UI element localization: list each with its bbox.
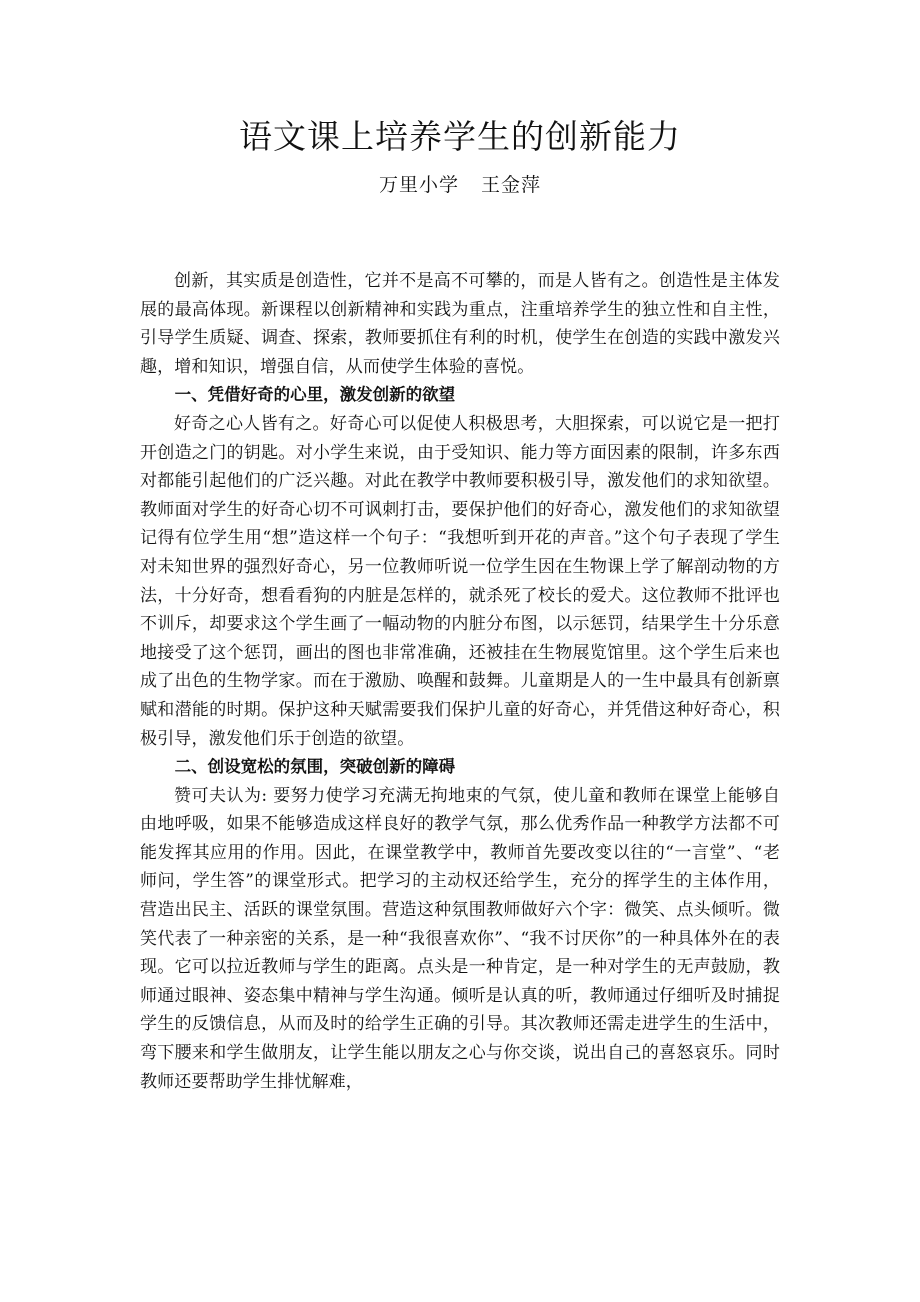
intro-paragraph: 创新，其实质是创造性，它并不是高不可攀的，而是人皆有之。创造性是主体发展的最高体现。新课程以创新精神和实践为重点，注重培养学生的独立性和自主性，引导学生质疑、调查、探索，教师要抓住有利的时机，使学生在创造的实践中激发兴趣，增和知识，增强自信，从而使学生体验的喜悦。 [140,271,780,377]
author-school: 万里小学 [378,174,459,196]
section-paragraph-2: 赞可夫认为: 要努力使学习充满无拘地束的气氛，使儿童和教师在课堂上能够自由地呼吸，如果不能够造成这样良好的教学气氛，那么优秀作品一种教学方法都不可能发挥其应用的作用。因此，在课堂教学中，教师首先要改变以往的“一言堂”、“老师问，学生答”的课堂形式。把学习的主动权还给学生，充分的挥学生的主体作用，营造出民主、活跃的课堂氛围。营造这种氛围教师做好六个字：微笑、点头倾听。微笑代表了一种亲密的关系，是一种“我很喜欢你”、“我不讨厌你”的一种具体外在的表现。它可以拉近教师与学生的距离。点头是一种肯定，是一种对学生的无声鼓励，教师通过眼神、姿态集中精神与学生沟通。倾听是认真的听，教师通过仔细听及时捕捉学生的反馈信息，从而及时的给学生正确的引导。其次教师还需走进学生的生活中，弯下腰来和学生做朋友，让学生能以朋友之心与你交谈，说出自己的喜怒哀乐。同时教师还要帮助学生排忧解难， [140,785,780,1092]
document-title: 语文课上培养学生的创新能力 [239,117,681,156]
section-heading-2: 二、创设宽松的氛围，突破创新的障碍 [174,757,456,777]
author-name: 王金萍 [481,174,542,196]
document-body [140,267,780,1096]
section-heading-1: 一、凭借好奇的心里，激发创新的欲望 [174,385,456,405]
section-paragraph-1: 好奇之心人皆有之。好奇心可以促使人积极思考，大胆探索，可以说它是一把打开创造之门的钥匙。对小学生来说，由于受知识、能力等方面因素的限制，许多东西对都能引起他们的广泛兴趣。对此在教学中教师要积极引导，激发他们的求知欲望。教师面对学生的好奇心切不可讽刺打击，要保护他们的好奇心，激发他们的求知欲望记得有位学生用“想”造这样一个句子：“我想听到开花的声音。”这个句子表现了学生对未知世界的强烈好奇心，另一位教师听说一位学生因在生物课上学了解剖动物的方法，十分好奇，想看看狗的内脏是怎样的，就杀死了校长的爱犬。这位教师不批评也不训斥，却要求这个学生画了一幅动物的内脏分布图，以示惩罚，结果学生十分乐意地接受了这个惩罚，画出的图也非常准确，还被挂在生物展览馆里。这个学生后来也成了出色的生物学家。而在于激励、唤醒和鼓舞。儿童期是人的一生中最具有创新禀赋和潜能的时期。保护这种天赋需要我们保护儿童的好奇心，并凭借这种好奇心，积极引导，激发他们乐于创造的欲望。 [140,413,780,749]
author-line [150,171,770,199]
